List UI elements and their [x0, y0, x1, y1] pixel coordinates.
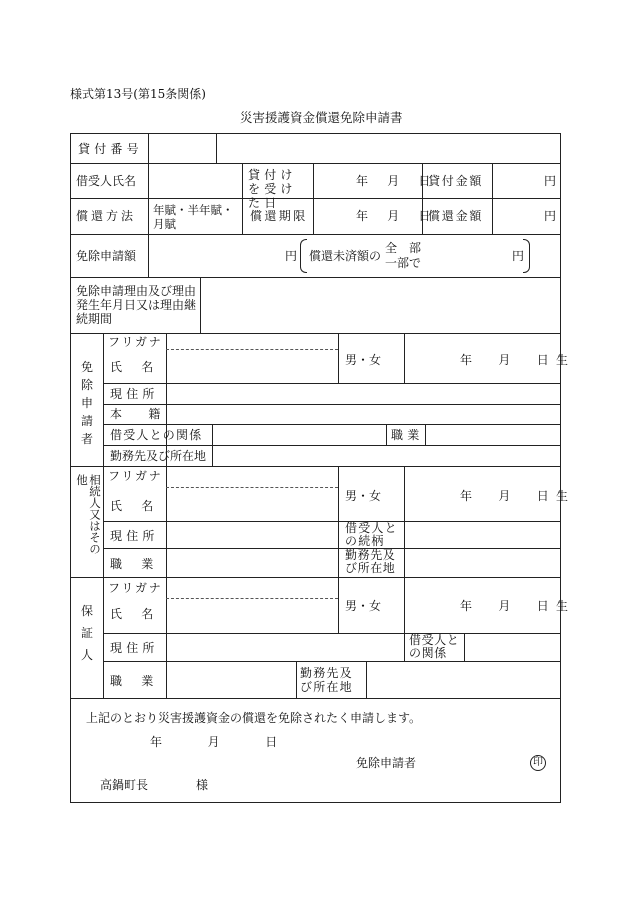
guarantor-sex: 男・女: [345, 599, 382, 613]
applicant-furigana-label: フリガナ: [108, 335, 163, 349]
guarantor-address-label: 現住所: [110, 641, 159, 655]
reason-label: 免除申請理由及び理由発生年月日又は理由継続期間: [76, 284, 197, 326]
loan-number-label: 貸付番号: [78, 142, 143, 156]
unpaid-yen: 円: [512, 249, 525, 263]
guarantor-birth: 年 月 日生: [460, 599, 576, 613]
applicant-relation-label: 借受人との関係: [110, 428, 203, 442]
heir-name-label: 氏 名: [110, 499, 157, 513]
applicant-domicile-label: 本 籍: [110, 407, 168, 421]
guarantor-furigana-label: フリガナ: [108, 581, 163, 595]
repay-period-ymd: 年 月 日: [356, 209, 435, 223]
repay-method-label: 償還方法: [76, 209, 137, 223]
guarantor-name-label: 氏 名: [110, 607, 157, 621]
declaration-statement: 上記のとおり災害援護資金の償還を免除されたく申請します。: [86, 711, 422, 725]
bracket-right: [523, 239, 530, 273]
seal-icon: 印: [530, 755, 546, 771]
applicant-name-label: 氏 名: [110, 360, 157, 374]
applicant-workplace-label: 勤務先及び所在地: [110, 449, 207, 463]
heir-address-label: 現住所: [110, 529, 159, 543]
guarantor-occupation-label: 職 業: [110, 674, 157, 688]
loan-amount-yen: 円: [544, 174, 557, 188]
heir-furigana-label: フリガナ: [108, 469, 163, 483]
repay-amount-yen: 円: [544, 209, 557, 223]
exempt-amount-label: 免除申請額: [76, 249, 137, 263]
applicant-birth: 年 月 日生: [460, 353, 576, 367]
heir-sex: 男・女: [345, 489, 382, 503]
footer-applicant-label: 免除申請者: [356, 756, 417, 770]
applicant-group-label: 免除申請者: [80, 360, 93, 446]
heir-workplace-label: 勤務先及び所在地: [345, 548, 396, 575]
guarantor-workplace-label: 勤務先及び所在地: [300, 666, 353, 694]
heir-group-label: 相続人又はその他: [75, 474, 102, 555]
exempt-amount-yen: 円: [285, 249, 298, 263]
form-title: 災害援護資金償還免除申請書: [240, 110, 403, 125]
all-label: 全 部: [385, 241, 422, 255]
repay-method-value: 年賦・半年賦・月賦: [153, 203, 234, 231]
bracket-left: [300, 239, 307, 273]
guarantor-relation-label: 借受人との関係: [409, 633, 460, 660]
addressee-honorific: 様: [196, 778, 209, 792]
partial-label: 一部で: [385, 256, 422, 270]
borrower-name-label: 借受人氏名: [76, 174, 137, 188]
loan-amount-label: 貸付金額: [428, 174, 484, 188]
addressee: 高鍋町長: [100, 778, 149, 792]
heir-birth: 年 月 日生: [460, 489, 576, 503]
form-number: 様式第13号(第15条関係): [70, 87, 206, 101]
applicant-occupation-label: 職業: [391, 428, 424, 442]
repay-period-label: 償還期限: [250, 209, 308, 223]
repay-amount-label: 償還金額: [428, 209, 484, 223]
application-date: 年 月 日: [150, 735, 295, 749]
loan-date-ymd: 年 月 日: [356, 174, 435, 188]
guarantor-group-label: 保証人: [80, 604, 93, 662]
applicant-address-label: 現住所: [110, 387, 159, 401]
applicant-sex: 男・女: [345, 353, 382, 367]
unpaid-balance-label: 償還未済額の: [309, 249, 382, 263]
loan-date-label: 貸付けを受けた日: [248, 168, 297, 210]
heir-relationship-label: 借受人との続柄: [345, 521, 398, 548]
heir-occupation-label: 職 業: [110, 557, 157, 571]
